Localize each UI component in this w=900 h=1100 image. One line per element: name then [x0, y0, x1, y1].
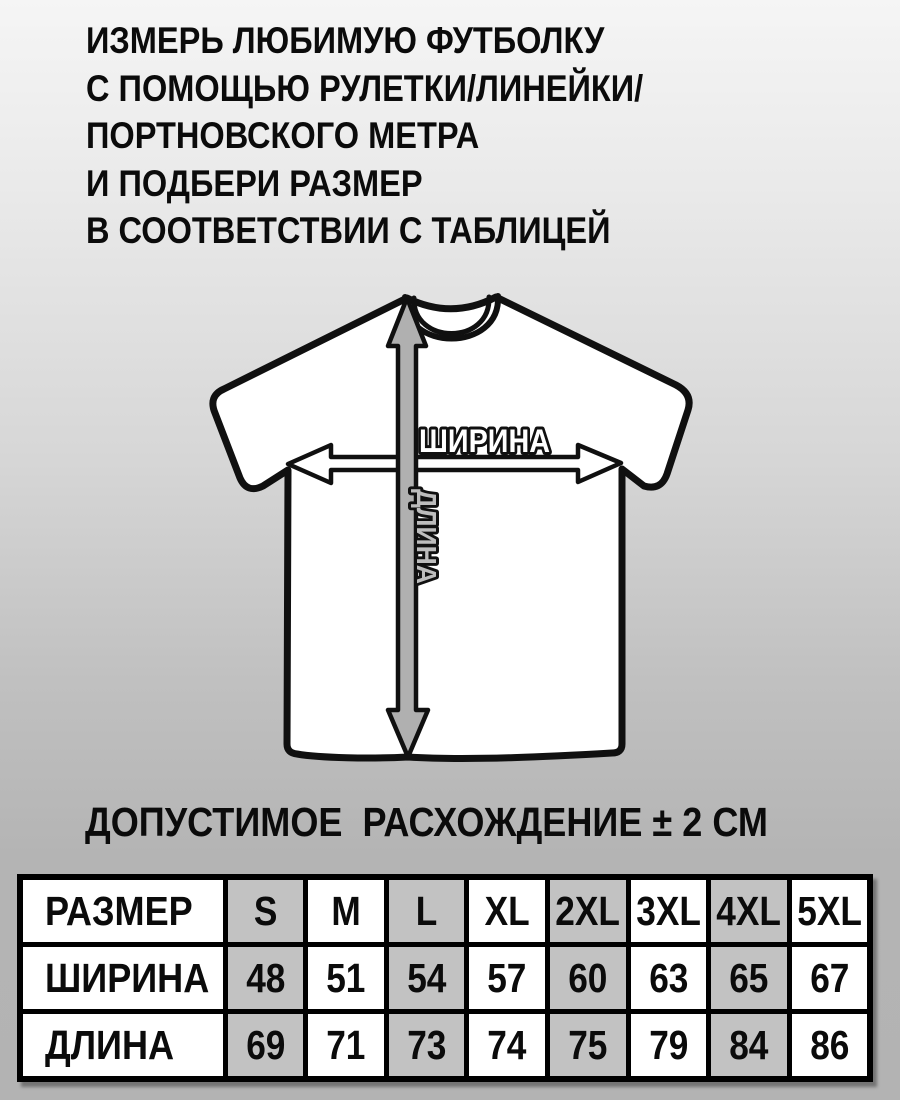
row-label-cell: ДЛИНА	[20, 1012, 225, 1080]
size-header-cell: L	[386, 877, 467, 945]
instructions-line: И ПОДБЕРИ РАЗМЕР	[86, 162, 423, 204]
width-row	[20, 945, 870, 1012]
length-value-cell: 69	[225, 1012, 306, 1080]
tshirt-outline	[213, 297, 689, 758]
width-value-cell: 51	[306, 945, 387, 1012]
instructions-line: С ПОМОЩЬЮ РУЛЕТКИ/ЛИНЕЙКИ/	[86, 67, 644, 109]
size-header-cell: 5XL	[789, 877, 870, 945]
size-header-cell: 2XL	[548, 877, 629, 945]
row-label-cell: ШИРИНА	[20, 945, 225, 1012]
length-value-cell: 74	[467, 1012, 548, 1080]
length-value-cell: 73	[386, 1012, 467, 1080]
length-value-cell: 84	[709, 1012, 790, 1080]
width-value-cell: 54	[386, 945, 467, 1012]
size-header-cell: S	[225, 877, 306, 945]
length-value-cell: 79	[628, 1012, 709, 1080]
size-header-cell: 4XL	[709, 877, 790, 945]
width-label: ШИРИНА	[419, 423, 550, 459]
length-label: ДЛИНА	[411, 489, 442, 590]
size-table-corner-cell: РАЗМЕР	[20, 877, 225, 945]
length-value-cell: 75	[548, 1012, 629, 1080]
width-value-cell: 65	[709, 945, 790, 1012]
instructions-line: ИЗМЕРЬ ЛЮБИМУЮ ФУТБОЛКУ	[86, 20, 605, 61]
length-value-cell: 86	[789, 1012, 870, 1080]
size-table	[17, 874, 873, 1082]
width-value-cell: 57	[467, 945, 548, 1012]
length-value-cell: 71	[306, 1012, 387, 1080]
tolerance-note: ДОПУСТИМОЕ РАСХОЖДЕНИЕ ± 2 СМ	[85, 799, 768, 845]
width-value-cell: 48	[225, 945, 306, 1012]
size-header-cell: 3XL	[628, 877, 709, 945]
size-header-cell: M	[306, 877, 387, 945]
size-header-cell: XL	[467, 877, 548, 945]
instructions-line: В СООТВЕТСТВИИ С ТАБЛИЦЕЙ	[86, 210, 611, 251]
width-value-cell: 63	[628, 945, 709, 1012]
instructions-line: ПОРТНОВСКОГО МЕТРА	[86, 115, 480, 156]
width-value-cell: 60	[548, 945, 629, 1012]
length-row	[20, 1012, 870, 1080]
width-value-cell: 67	[789, 945, 870, 1012]
size-table-header-row	[20, 877, 870, 945]
